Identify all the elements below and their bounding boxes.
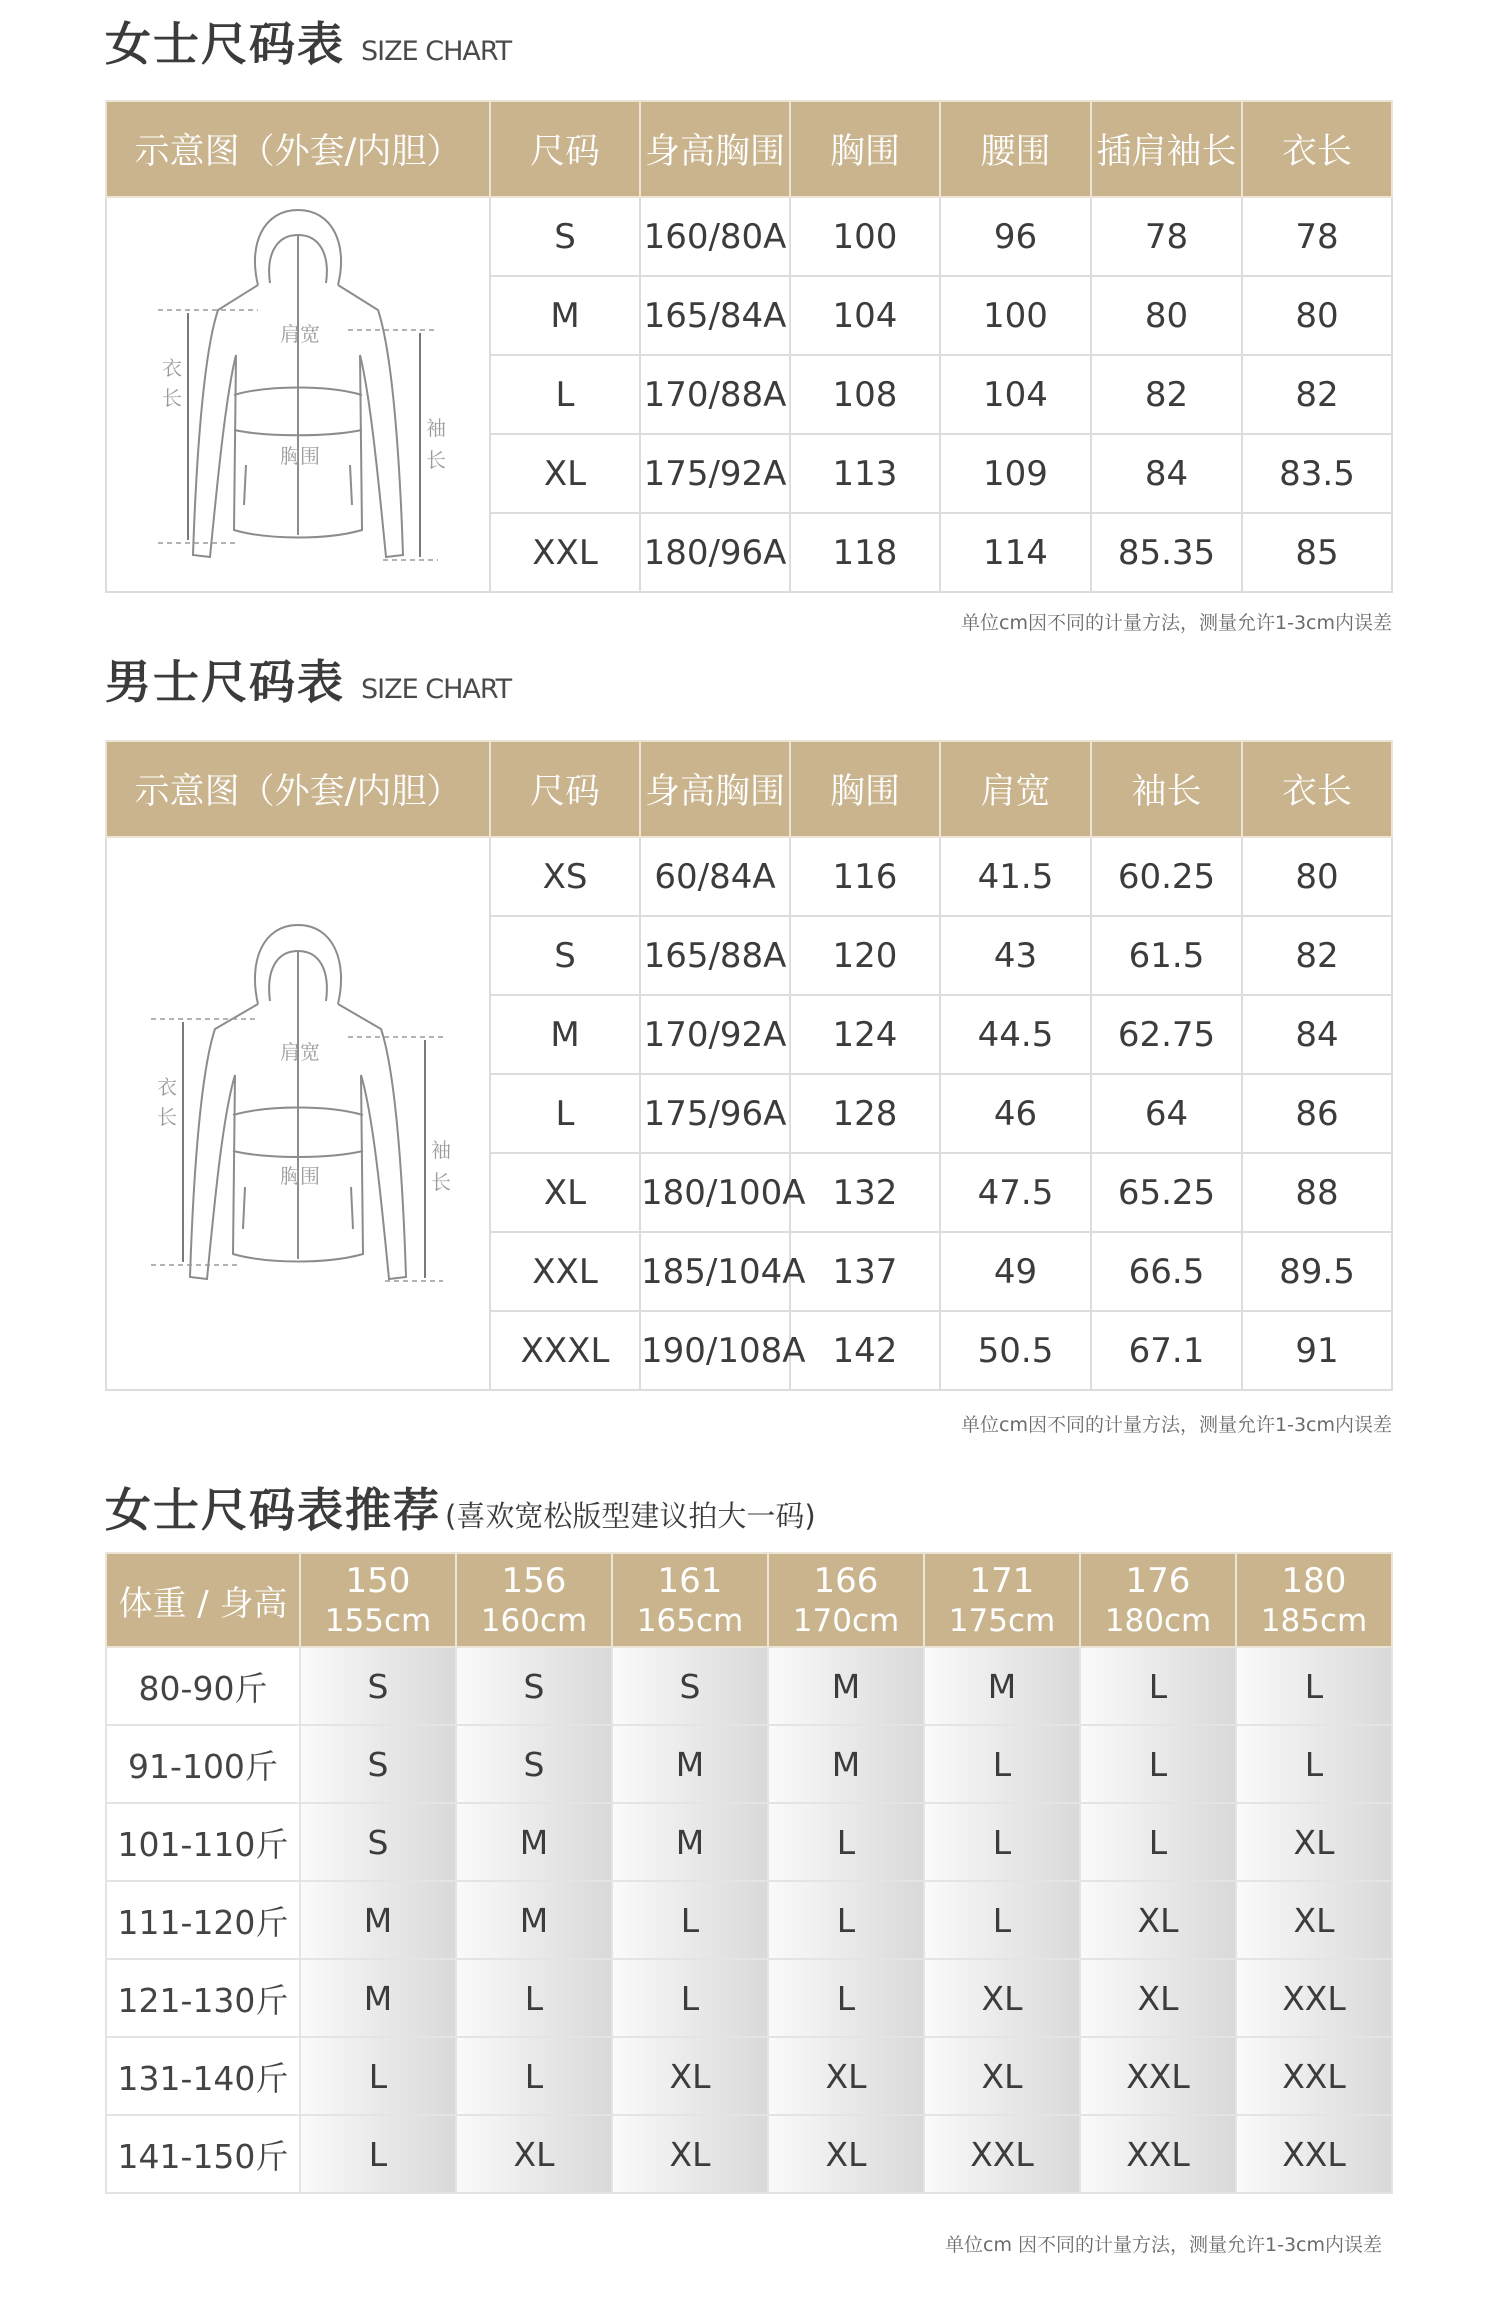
table-cell: 78 [1091,197,1242,276]
table-row [106,837,1392,916]
size-cell: L [612,1881,768,1959]
weight-range-cell: 111-120斤 [106,1881,300,1959]
table-cell: 185/104A [640,1232,790,1311]
table-cell: 41.5 [940,837,1091,916]
size-cell: L [1236,1647,1392,1725]
chest-label: 胸围 [280,443,320,468]
column-header: 腰围 [940,101,1091,197]
men-header-row [106,741,1392,837]
table-cell: 190/108A [640,1311,790,1390]
table-cell: 50.5 [940,1311,1091,1390]
size-cell: M [300,1959,456,2037]
table-cell: 60.25 [1091,837,1242,916]
table-row [106,1881,1392,1959]
height-value: 165cm [636,1603,744,1639]
height-value: 155cm [324,1603,432,1639]
table-cell: 43 [940,916,1091,995]
size-cell: L [1080,1647,1236,1725]
height-column-header [924,1553,1080,1647]
women-title-en: SIZE CHART [361,36,512,67]
table-cell: 46 [940,1074,1091,1153]
height-column-header [1080,1553,1236,1647]
size-cell: XL [456,2115,612,2193]
column-header: 身高胸围 [640,101,790,197]
table-cell: 85 [1242,513,1392,592]
women-title-zh: 女士尺码表 [105,17,345,71]
table-cell: 128 [790,1074,940,1153]
table-cell: 132 [790,1153,940,1232]
table-cell: 170/92A [640,995,790,1074]
table-cell: L [490,355,640,434]
table-cell: 170/88A [640,355,790,434]
column-header: 尺码 [490,101,640,197]
size-cell: XXL [1236,1959,1392,2037]
table-cell: 116 [790,837,940,916]
height-column-header [1236,1553,1392,1647]
size-cell: L [456,1959,612,2037]
column-header: 胸围 [790,101,940,197]
jacket-diagram-icon [148,205,448,585]
women-jacket-diagram [106,197,490,592]
table-row [106,1959,1392,2037]
size-cell: M [768,1725,924,1803]
table-cell: 82 [1242,916,1392,995]
size-cell: L [924,1725,1080,1803]
table-cell: 62.75 [1091,995,1242,1074]
table-row [106,1803,1392,1881]
sleeve-label-2: 长 [431,1169,451,1194]
size-cell: XXL [1080,2115,1236,2193]
recommend-note: 单位cm 因不同的计量方法，测量允许1-3cm内误差 [945,2234,1382,2256]
table-cell: 67.1 [1091,1311,1242,1390]
recommend-title-zh: 女士尺码表推荐 [105,1483,441,1537]
shoulder-label: 肩宽 [280,1039,320,1064]
men-note: 单位cm因不同的计量方法，测量允许1-3cm内误差 [961,1414,1392,1436]
size-cell: S [300,1725,456,1803]
table-cell: 80 [1242,276,1392,355]
table-cell: XS [490,837,640,916]
size-cell: L [1080,1725,1236,1803]
size-cell: S [300,1647,456,1725]
table-cell: 60/84A [640,837,790,916]
table-cell: 180/100A [640,1153,790,1232]
table-cell: 165/84A [640,276,790,355]
length-label-2: 长 [157,1104,177,1129]
table-cell: 49 [940,1232,1091,1311]
table-cell: 104 [940,355,1091,434]
weight-range-cell: 80-90斤 [106,1647,300,1725]
size-cell: XL [924,2037,1080,2115]
women-size-chart-title [105,8,511,74]
men-title-en: SIZE CHART [361,674,512,705]
table-cell: 104 [790,276,940,355]
table-cell: 175/92A [640,434,790,513]
table-cell: 61.5 [1091,916,1242,995]
shoulder-label: 肩宽 [280,321,320,346]
size-cell: M [456,1881,612,1959]
table-cell: 113 [790,434,940,513]
table-cell: 82 [1242,355,1392,434]
table-cell: 64 [1091,1074,1242,1153]
table-cell: 83.5 [1242,434,1392,513]
size-cell: L [768,1959,924,2037]
weight-value: 161 [657,1561,723,1601]
size-cell: S [300,1803,456,1881]
sleeve-label-1: 袖 [431,1137,451,1162]
size-cell: XL [768,2115,924,2193]
jacket-diagram-icon [143,919,453,1309]
size-cell: XL [612,2115,768,2193]
size-cell: M [612,1725,768,1803]
weight-value: 166 [813,1561,879,1601]
table-cell: 118 [790,513,940,592]
height-column-header [612,1553,768,1647]
table-cell: 165/88A [640,916,790,995]
weight-range-cell: 101-110斤 [106,1803,300,1881]
column-header: 插肩袖长 [1091,101,1242,197]
table-cell: 66.5 [1091,1232,1242,1311]
column-header: 衣长 [1242,741,1392,837]
table-cell: XXL [490,1232,640,1311]
table-cell: 84 [1242,995,1392,1074]
column-header: 袖长 [1091,741,1242,837]
men-size-chart-title [105,646,511,712]
recommend-table [105,1552,1393,2194]
table-cell: L [490,1074,640,1153]
table-cell: 80 [1242,837,1392,916]
women-header-row [106,101,1392,197]
weight-range-cell: 141-150斤 [106,2115,300,2193]
recommend-title [105,1474,816,1540]
size-cell: XXL [924,2115,1080,2193]
table-cell: 85.35 [1091,513,1242,592]
size-cell: XL [1080,1881,1236,1959]
sleeve-label-2: 长 [426,447,446,472]
size-cell: XL [1236,1803,1392,1881]
size-cell: M [456,1803,612,1881]
size-cell: M [768,1647,924,1725]
column-header: 身高胸围 [640,741,790,837]
table-cell: 100 [940,276,1091,355]
table-cell: M [490,995,640,1074]
men-body [106,837,1392,1390]
column-header: 衣长 [1242,101,1392,197]
weight-value: 171 [969,1561,1035,1601]
table-cell: 100 [790,197,940,276]
table-cell: 91 [1242,1311,1392,1390]
table-cell: 137 [790,1232,940,1311]
height-value: 160cm [480,1603,588,1639]
size-cell: L [456,2037,612,2115]
weight-range-cell: 131-140斤 [106,2037,300,2115]
size-cell: L [768,1881,924,1959]
height-value: 185cm [1260,1603,1368,1639]
size-cell: XL [924,1959,1080,2037]
size-cell: M [612,1803,768,1881]
table-cell: XL [490,434,640,513]
recommend-body [106,1647,1392,2193]
table-cell: S [490,916,640,995]
size-cell: XL [1236,1881,1392,1959]
weight-value: 156 [501,1561,567,1601]
size-cell: XL [1080,1959,1236,2037]
table-cell: 109 [940,434,1091,513]
size-cell: L [924,1803,1080,1881]
table-cell: 65.25 [1091,1153,1242,1232]
column-header: 尺码 [490,741,640,837]
column-header: 肩宽 [940,741,1091,837]
table-cell: 142 [790,1311,940,1390]
recommend-subtitle: (喜欢宽松版型建议拍大一码) [445,1499,816,1533]
size-cell: L [1236,1725,1392,1803]
table-cell: S [490,197,640,276]
size-cell: L [1080,1803,1236,1881]
table-cell: XXL [490,513,640,592]
table-cell: 180/96A [640,513,790,592]
table-cell: 82 [1091,355,1242,434]
column-header: 示意图（外套/内胆） [106,741,490,837]
table-row [106,1725,1392,1803]
size-cell: L [768,1803,924,1881]
men-jacket-diagram [106,837,490,1390]
size-cell: L [300,2037,456,2115]
table-cell: 160/80A [640,197,790,276]
table-cell: XL [490,1153,640,1232]
height-value: 175cm [948,1603,1056,1639]
sleeve-label-1: 袖 [426,415,446,440]
table-cell: 84 [1091,434,1242,513]
women-size-table [105,100,1393,593]
weight-value: 176 [1125,1561,1191,1601]
men-title-zh: 男士尺码表 [105,655,345,709]
size-cell: XL [612,2037,768,2115]
height-column-header [768,1553,924,1647]
size-cell: XL [768,2037,924,2115]
height-column-header [300,1553,456,1647]
column-header: 示意图（外套/内胆） [106,101,490,197]
table-row [106,197,1392,276]
size-cell: XXL [1236,2115,1392,2193]
women-body [106,197,1392,592]
table-cell: M [490,276,640,355]
table-row [106,1647,1392,1725]
size-cell: L [300,2115,456,2193]
column-header: 胸围 [790,741,940,837]
table-cell: 78 [1242,197,1392,276]
table-cell: 114 [940,513,1091,592]
weight-value: 180 [1281,1561,1347,1601]
table-cell: 86 [1242,1074,1392,1153]
size-cell: L [924,1881,1080,1959]
women-note: 单位cm因不同的计量方法，测量允许1-3cm内误差 [961,612,1392,634]
size-cell: S [612,1647,768,1725]
weight-range-cell: 121-130斤 [106,1959,300,2037]
table-row [106,2037,1392,2115]
size-cell: XXL [1236,2037,1392,2115]
weight-range-cell: 91-100斤 [106,1725,300,1803]
size-cell: M [924,1647,1080,1725]
size-cell: M [300,1881,456,1959]
size-cell: S [456,1725,612,1803]
table-cell: XXXL [490,1311,640,1390]
recommend-header-row [106,1553,1392,1647]
height-value: 180cm [1104,1603,1212,1639]
table-cell: 108 [790,355,940,434]
table-cell: 124 [790,995,940,1074]
corner-header: 体重 / 身高 [106,1553,300,1647]
size-cell: L [612,1959,768,2037]
height-value: 170cm [792,1603,900,1639]
table-cell: 89.5 [1242,1232,1392,1311]
table-cell: 96 [940,197,1091,276]
table-row [106,2115,1392,2193]
weight-value: 150 [345,1561,411,1601]
table-cell: 88 [1242,1153,1392,1232]
table-cell: 175/96A [640,1074,790,1153]
table-cell: 120 [790,916,940,995]
length-label-1: 衣 [157,1074,177,1099]
table-cell: 44.5 [940,995,1091,1074]
length-label-2: 长 [162,385,182,410]
men-size-table [105,740,1393,1391]
size-cell: XXL [1080,2037,1236,2115]
table-cell: 80 [1091,276,1242,355]
height-column-header [456,1553,612,1647]
length-label-1: 衣 [162,355,182,380]
table-cell: 47.5 [940,1153,1091,1232]
size-cell: S [456,1647,612,1725]
chest-label: 胸围 [280,1163,320,1188]
